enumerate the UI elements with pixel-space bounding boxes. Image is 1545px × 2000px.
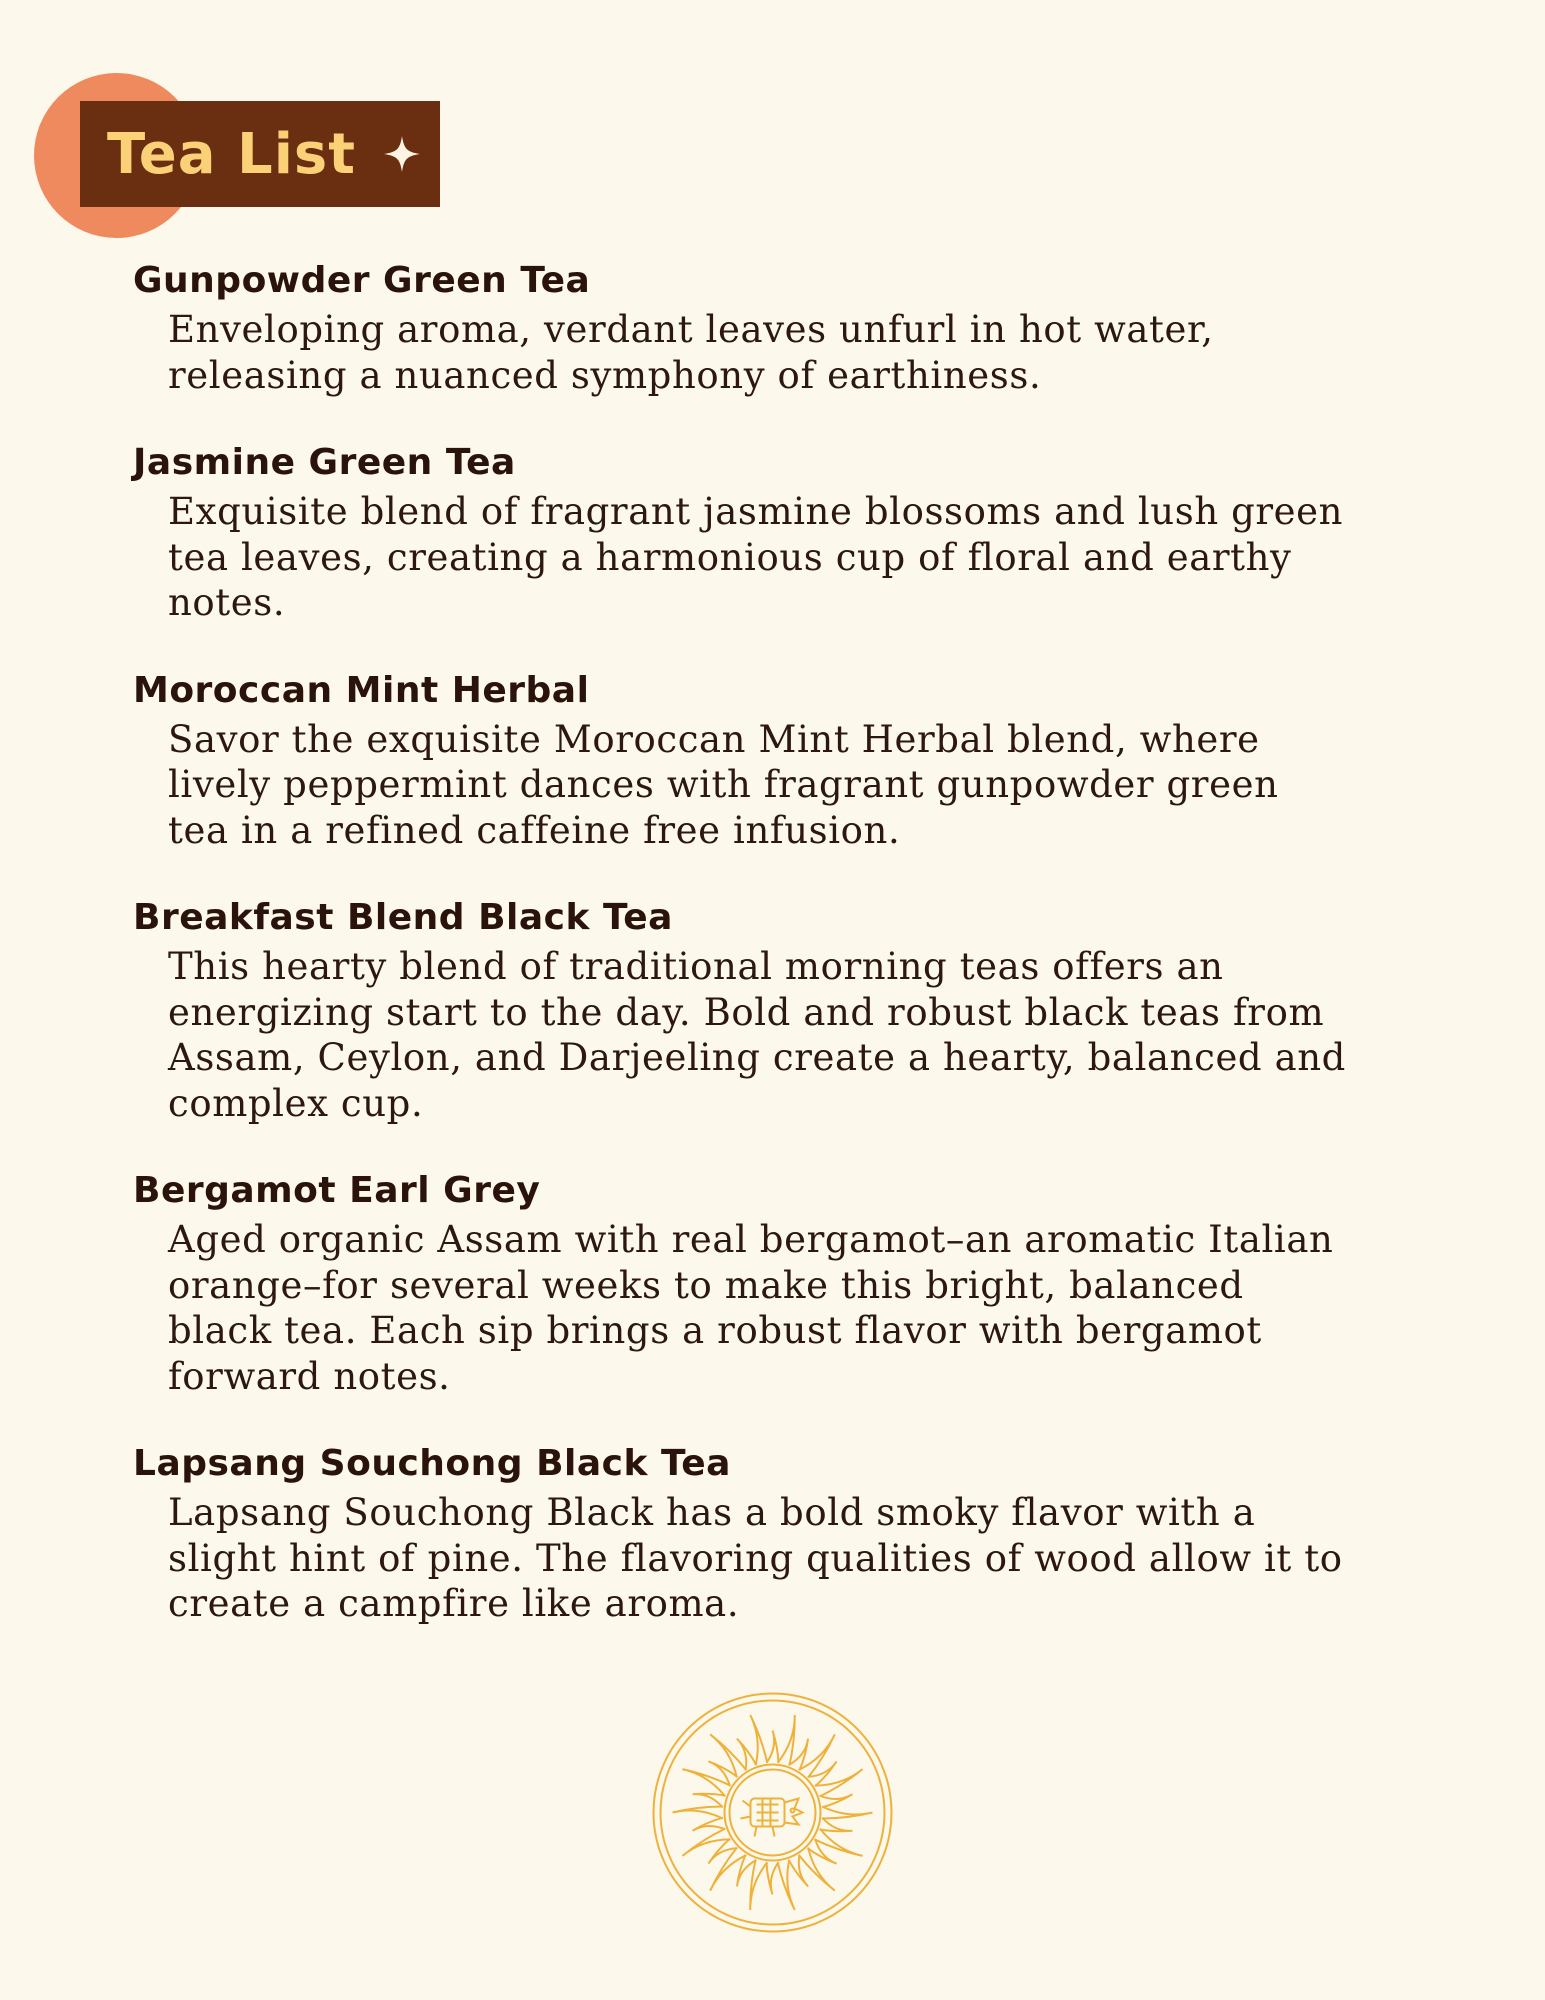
page-title: Tea List: [107, 121, 357, 187]
tea-item-moroccan-mint: [133, 665, 1433, 854]
tea-item-gunpowder-green: [133, 255, 1433, 398]
tea-description: Enveloping aroma, verdant leaves unfurl in hot water, releasing a nuanced symphony of earthiness.: [168, 308, 1214, 397]
seal-ray: [767, 1862, 779, 1894]
seal-ray: [767, 1731, 779, 1763]
tea-description: Savor the exquisite Moroccan Mint Herbal blend, where lively peppermint dances with fragrant gunpowder green tea in a refined caffeine free infusion.: [168, 717, 1279, 852]
tea-name: Gunpowder Green Tea: [133, 260, 591, 301]
seal-ray: [737, 1739, 756, 1771]
seal-ray: [693, 1818, 726, 1831]
seal-ray: [789, 1855, 808, 1887]
seal-ray: [778, 1715, 795, 1765]
tea-name: Breakfast Blend Black Tea: [133, 897, 673, 938]
seal-ray: [693, 1794, 726, 1808]
tea-description: Lapsang Souchong Black has a bold smoky flavor with a slight hint of pine. The flavoring qualities of wood allow it to create a campfire like aroma.: [168, 1491, 1343, 1625]
sparkle-icon: [382, 134, 422, 174]
tea-name: Bergamot Earl Grey: [133, 1170, 541, 1211]
tea-item-bergamot-earl-grey: [133, 1165, 1433, 1399]
sun-seal-icon: [650, 1690, 895, 1935]
seal-ray: [820, 1818, 853, 1832]
tea-name: Jasmine Green Tea: [133, 442, 516, 483]
seal-ray: [750, 1860, 767, 1910]
tea-item-jasmine-green: [133, 437, 1433, 626]
title-banner: [80, 101, 440, 207]
tea-name: Moroccan Mint Herbal: [133, 669, 590, 711]
tea-description: Exquisite blend of fragrant jasmine blossoms and lush green tea leaves, creating a harmonious cup of floral and earthy notes.: [168, 490, 1344, 624]
seal-ray: [673, 1807, 723, 1819]
tea-item-breakfast-blend: [133, 892, 1433, 1126]
tea-list: [133, 255, 1433, 1666]
tea-name: Lapsang Souchong Black Tea: [133, 1443, 731, 1484]
tea-description: This hearty blend of traditional morning teas offers an energizing start to the day. Bold and robust black teas from Assam, Ceylon, and Darjeeling create a hearty, balanced and complex cup.: [168, 945, 1346, 1125]
tea-description: Aged organic Assam with real bergamot–an aromatic Italian orange–for several weeks to make this bright, balanced black tea. Each sip brings a robust flavor with bergamot forward notes.: [168, 1218, 1334, 1398]
seal-ray: [822, 1807, 872, 1819]
tea-item-lapsang-souchong: [133, 1438, 1433, 1627]
seal-ray: [820, 1794, 853, 1807]
